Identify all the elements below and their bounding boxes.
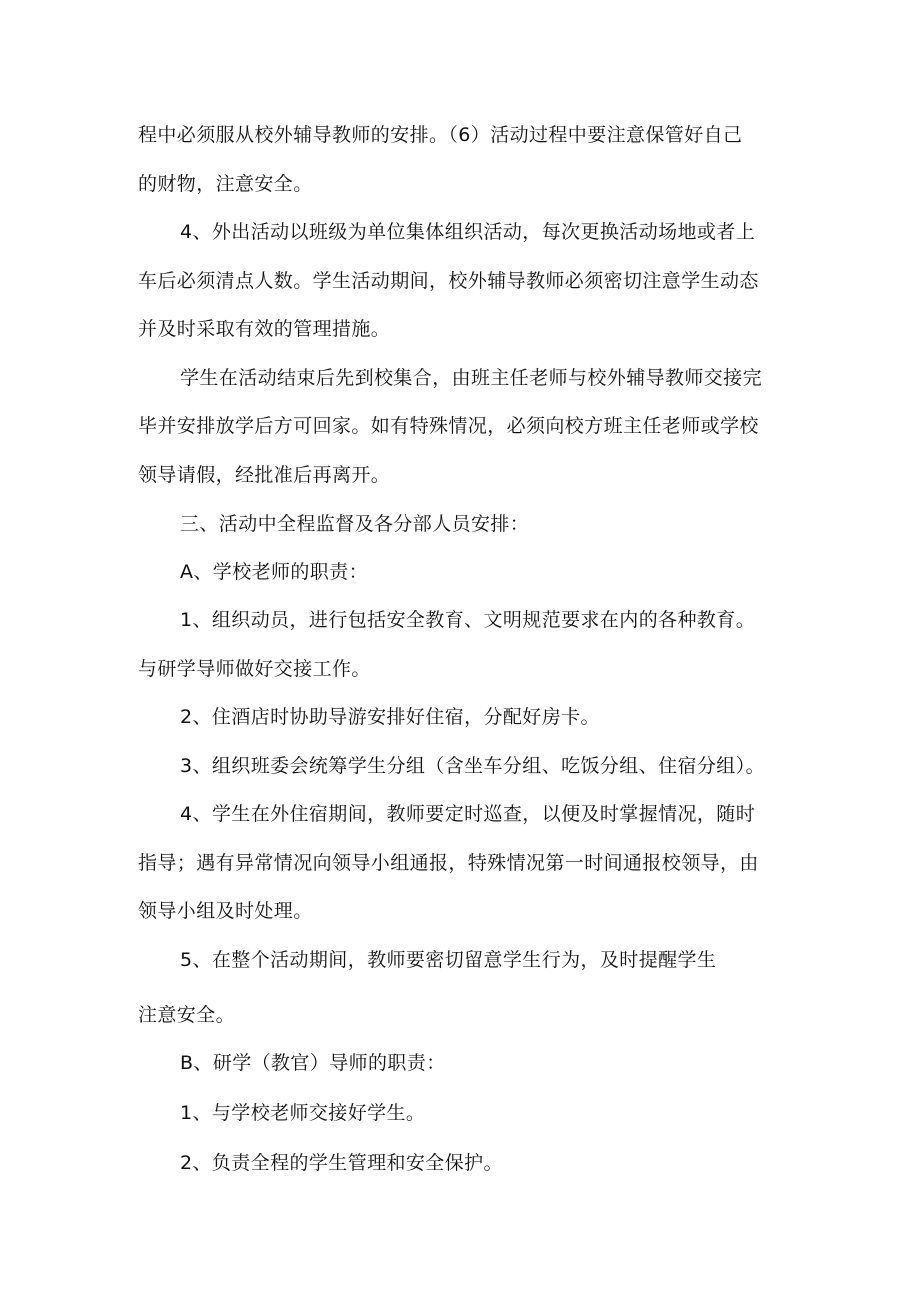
paragraph-line: 的财物，注意安全。 bbox=[138, 173, 313, 195]
paragraph-line: 领导小组及时处理。 bbox=[138, 900, 313, 922]
paragraph-line: 车后必须清点人数。学生活动期间，校外辅导教师必须密切注意学生动态 bbox=[138, 270, 759, 292]
paragraph-line: 4、外出活动以班级为单位集体组织活动，每次更换活动场地或者上 bbox=[180, 221, 756, 243]
list-item: 1、与学校老师交接好学生。 bbox=[180, 1102, 426, 1124]
list-item: 1、组织动员，进行包括安全教育、文明规范要求在内的各种教育。 bbox=[180, 609, 756, 631]
paragraph-line: 注意安全。 bbox=[138, 1004, 236, 1026]
paragraph-line: 毕并安排放学后方可回家。如有特殊情况，必须向校方班主任老师或学校 bbox=[138, 415, 759, 437]
subsection-heading-a: A、学校老师的职责： bbox=[180, 561, 368, 583]
list-item: 4、学生在外住宿期间，教师要定时巡查，以便及时掌握情况，随时 bbox=[180, 803, 756, 825]
paragraph-line: 领导请假，经批准后再离开。 bbox=[138, 464, 391, 486]
list-item: 3、组织班委会统筹学生分组（含坐车分组、吃饭分组、住宿分组）。 bbox=[180, 755, 765, 777]
paragraph-line: 程中必须服从校外辅导教师的安排。（6）活动过程中要注意保管好自己 bbox=[138, 124, 743, 146]
list-item: 5、在整个活动期间，教师要密切留意学生行为，及时提醒学生 bbox=[180, 949, 717, 971]
paragraph-line: 并及时采取有效的管理措施。 bbox=[138, 318, 391, 340]
paragraph-line: 与研学导师做好交接工作。 bbox=[138, 658, 371, 680]
list-item: 2、负责全程的学生管理和安全保护。 bbox=[180, 1152, 503, 1174]
subsection-heading-b: B、研学（教官）导师的职责： bbox=[180, 1052, 446, 1074]
paragraph-line: 指导；遇有异常情况向领导小组通报，特殊情况第一时间通报校领导，由 bbox=[138, 852, 759, 874]
section-heading: 三、活动中全程监督及各分部人员安排： bbox=[180, 513, 530, 535]
paragraph-line: 学生在活动结束后先到校集合，由班主任老师与校外辅导教师交接完 bbox=[180, 367, 763, 389]
list-item: 2、住酒店时协助导游安排好住宿，分配好房卡。 bbox=[180, 706, 600, 728]
